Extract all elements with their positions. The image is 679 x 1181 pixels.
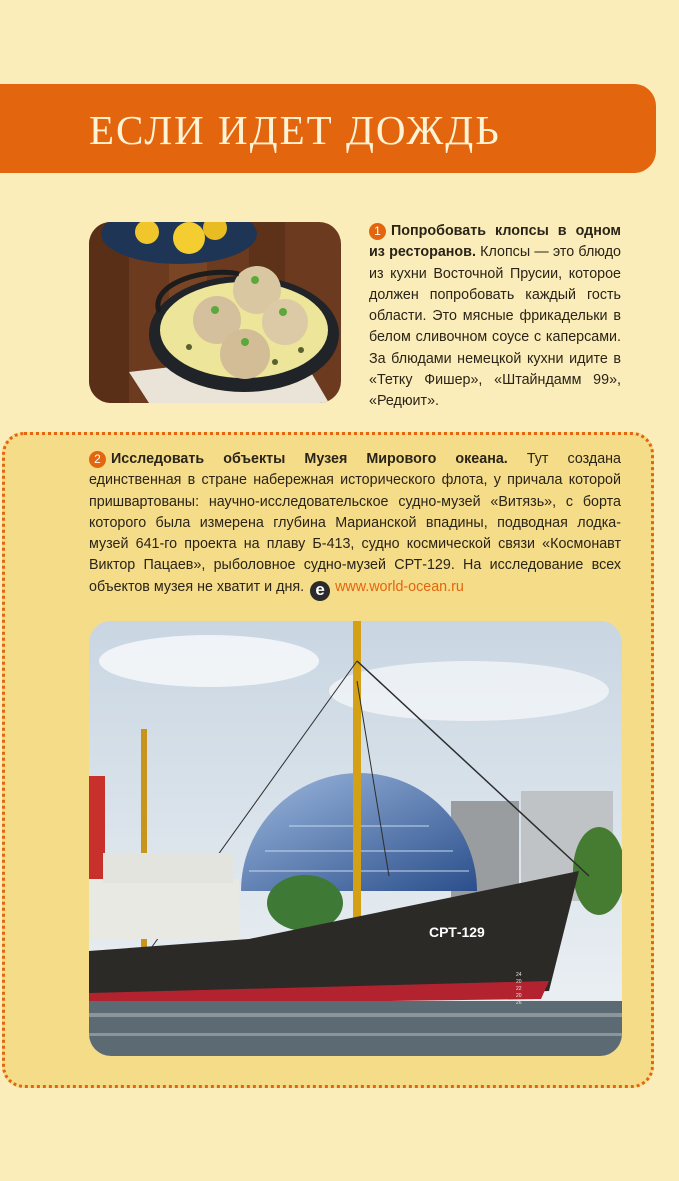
draft-mark: 24 <box>516 972 522 978</box>
draft-mark: 26 <box>516 1000 522 1006</box>
tip-klops <box>369 221 621 413</box>
tip-klops-body: Клопсы — это блюдо из кухни Восточной Прусии, которое должен попробовать каждый гость области. Это мясные фрикадельки в белом сливочном соусе с каперсами. За блюдами немецкой кухни идите в «Тетку Фишер», «Штайндамм 99», «Редюит». <box>369 244 621 410</box>
tip-museum-title: Исследовать объекты Музея Мирового океана. <box>111 451 508 467</box>
tip-museum <box>89 449 621 601</box>
draft-mark: 20 <box>516 993 522 999</box>
draft-mark: 22 <box>516 986 522 992</box>
draft-mark: 20 <box>516 979 522 985</box>
ship-hull-label: СРТ-129 <box>429 924 485 940</box>
e-link-icon: e <box>310 581 330 601</box>
ship-museum-photo <box>89 621 622 1056</box>
page-title: ЕСЛИ ИДЕТ ДОЖДЬ <box>89 107 501 153</box>
numbered-circle-icon: 1 <box>369 223 386 240</box>
klops-dish-photo <box>89 222 341 403</box>
tip-museum-body: Тут создана единственная в стране набережная исторического флота, у причала которой пришвартованы: научно-исследовательское судно-музей «Витязь», с борта которого была измерена глубина Марианской впадины, подводная лодка-музей 641-го проекта на плаву Б-413, судно космической связи «Космонавт Виктор Пацаев», рыболовное судно-музей СРТ-129. На исследование всех объектов музея не хватит и дня. <box>89 451 621 595</box>
numbered-circle-icon: 2 <box>89 451 106 468</box>
museum-website-link[interactable]: www.world-ocean.ru <box>335 578 464 595</box>
tip-klops-title: Попробовать клопсы в одном из ресторанов. <box>369 223 621 261</box>
